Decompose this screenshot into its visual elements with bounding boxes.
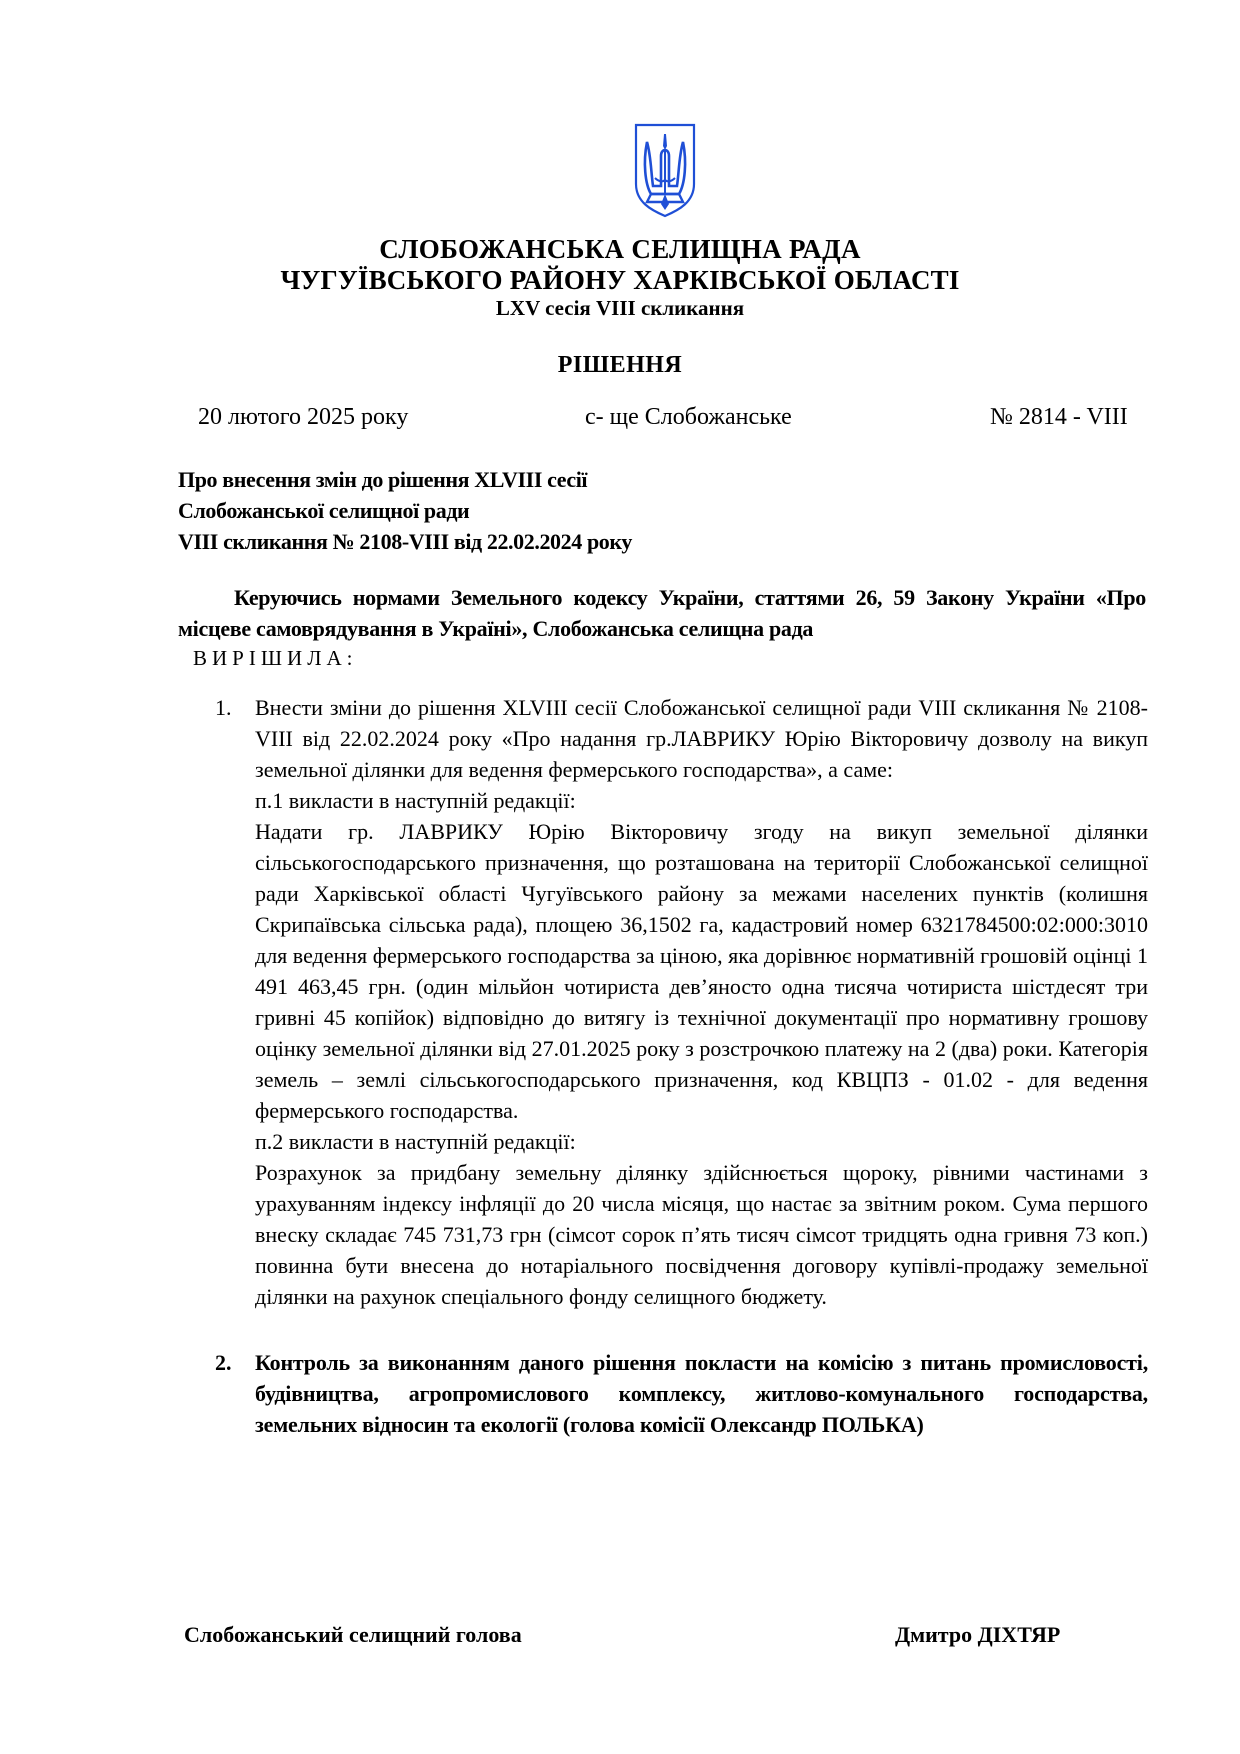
- preamble-text: Керуючись нормами Земельного кодексу України, статтями 26, 59 Закону України «Про місцеве самоврядування в Україні», Слобожанська селищна рада: [178, 585, 1146, 641]
- item-1-body: [255, 692, 1148, 1312]
- item-1-p1-text: Надати гр. ЛАВРИКУ Юрію Вікторовичу згоду на викуп земельної ділянки сільськогосподарського призначення, що розташована на території Слобожанської селищної ради Харківської області Чугуївського району за межами населених пунктів (колишня Скрипаївська сільська рада), площею 36,1502 га, кадастровий номер 6321784500:02:000:3010 для ведення фермерського господарства за ціною, яка дорівнює нормативній грошовій оцінці 1 491 463,45 грн. (один мільйон чотириста дев’яносто одна тисяча чотириста шістдесят три гривні 45 копійок) відповідно до витягу із технічної документації про нормативну грошову оцінку земельної ділянки від 27.01.2025 року з розстрочкою платежу на 2 (два) роки. Категорія земель – землі сільськогосподарського призначення, код КВЦПЗ - 01.02 - для ведення фермерського господарства.: [255, 819, 1148, 1123]
- subject-line: Слобожанської селищної ради: [178, 498, 470, 523]
- item-2-body: [255, 1347, 1148, 1440]
- signatory-name: Дмитро ДІХТЯР: [895, 1622, 1061, 1647]
- item-number: 1.: [215, 695, 232, 720]
- coat-of-arms-icon: [633, 122, 697, 218]
- preamble: [178, 582, 1146, 644]
- document-title: РІШЕННЯ: [557, 352, 683, 378]
- resolved-heading: ВИРІШИЛА:: [193, 646, 358, 670]
- council-name: СЛОБОЖАНСЬКА СЕЛИЩНА РАДА: [379, 234, 861, 264]
- session-info: LXV сесія VIII скликання: [495, 296, 745, 320]
- decision-number: № 2814 - VIII: [990, 404, 1128, 430]
- subject-line: VIII скликання № 2108-VIII від 22.02.2024 року: [178, 529, 632, 554]
- item-1-p1-label: п.1 викласти в наступній редакції:: [255, 788, 576, 813]
- item-2-text: Контроль за виконанням даного рішення покласти на комісію з питань промисловості, будівництва, агропромислового комплексу, житлово-комунального господарства, земельних відносин та екології (голова комісії Олександр ПОЛЬКА): [255, 1350, 1148, 1437]
- signatory-position: Слобожанський селищний голова: [184, 1622, 522, 1647]
- district-name: ЧУГУЇВСЬКОГО РАЙОНУ ХАРКІВСЬКОЇ ОБЛАСТІ: [280, 265, 960, 295]
- item-number: 2.: [215, 1350, 232, 1375]
- decision-date: 20 лютого 2025 року: [198, 404, 409, 430]
- item-1-p2-label: п.2 викласти в наступній редакції:: [255, 1129, 576, 1154]
- item-1-p2-text: Розрахунок за придбану земельну ділянку здійснюється щороку, рівними частинами з урахуванням індексу інфляції до 20 числа місяця, що настає за звітним роком. Сума першого внеску складає 745 731,73 грн (сімсот сорок п’ять тисяч сімсот тридцять одна гривня 73 коп.) повинна бути внесена до нотаріального посвідчення договору купівлі-продажу земельної ділянки на рахунок спеціального фонду селищного бюджету.: [255, 1160, 1148, 1309]
- decision-place: с- ще Слобожанське: [585, 404, 792, 430]
- subject-line: Про внесення змін до рішення XLVIII сесії: [178, 467, 588, 492]
- decision-subject: [178, 464, 632, 557]
- item-1-intro: Внести зміни до рішення XLVIII сесії Слобожанської селищної ради VIII скликання № 2108-VIII від 22.02.2024 року «Про надання гр.ЛАВРИКУ Юрію Вікторовичу дозволу на викуп земельної ділянки для ведення фермерського господарства», а саме:: [255, 695, 1148, 782]
